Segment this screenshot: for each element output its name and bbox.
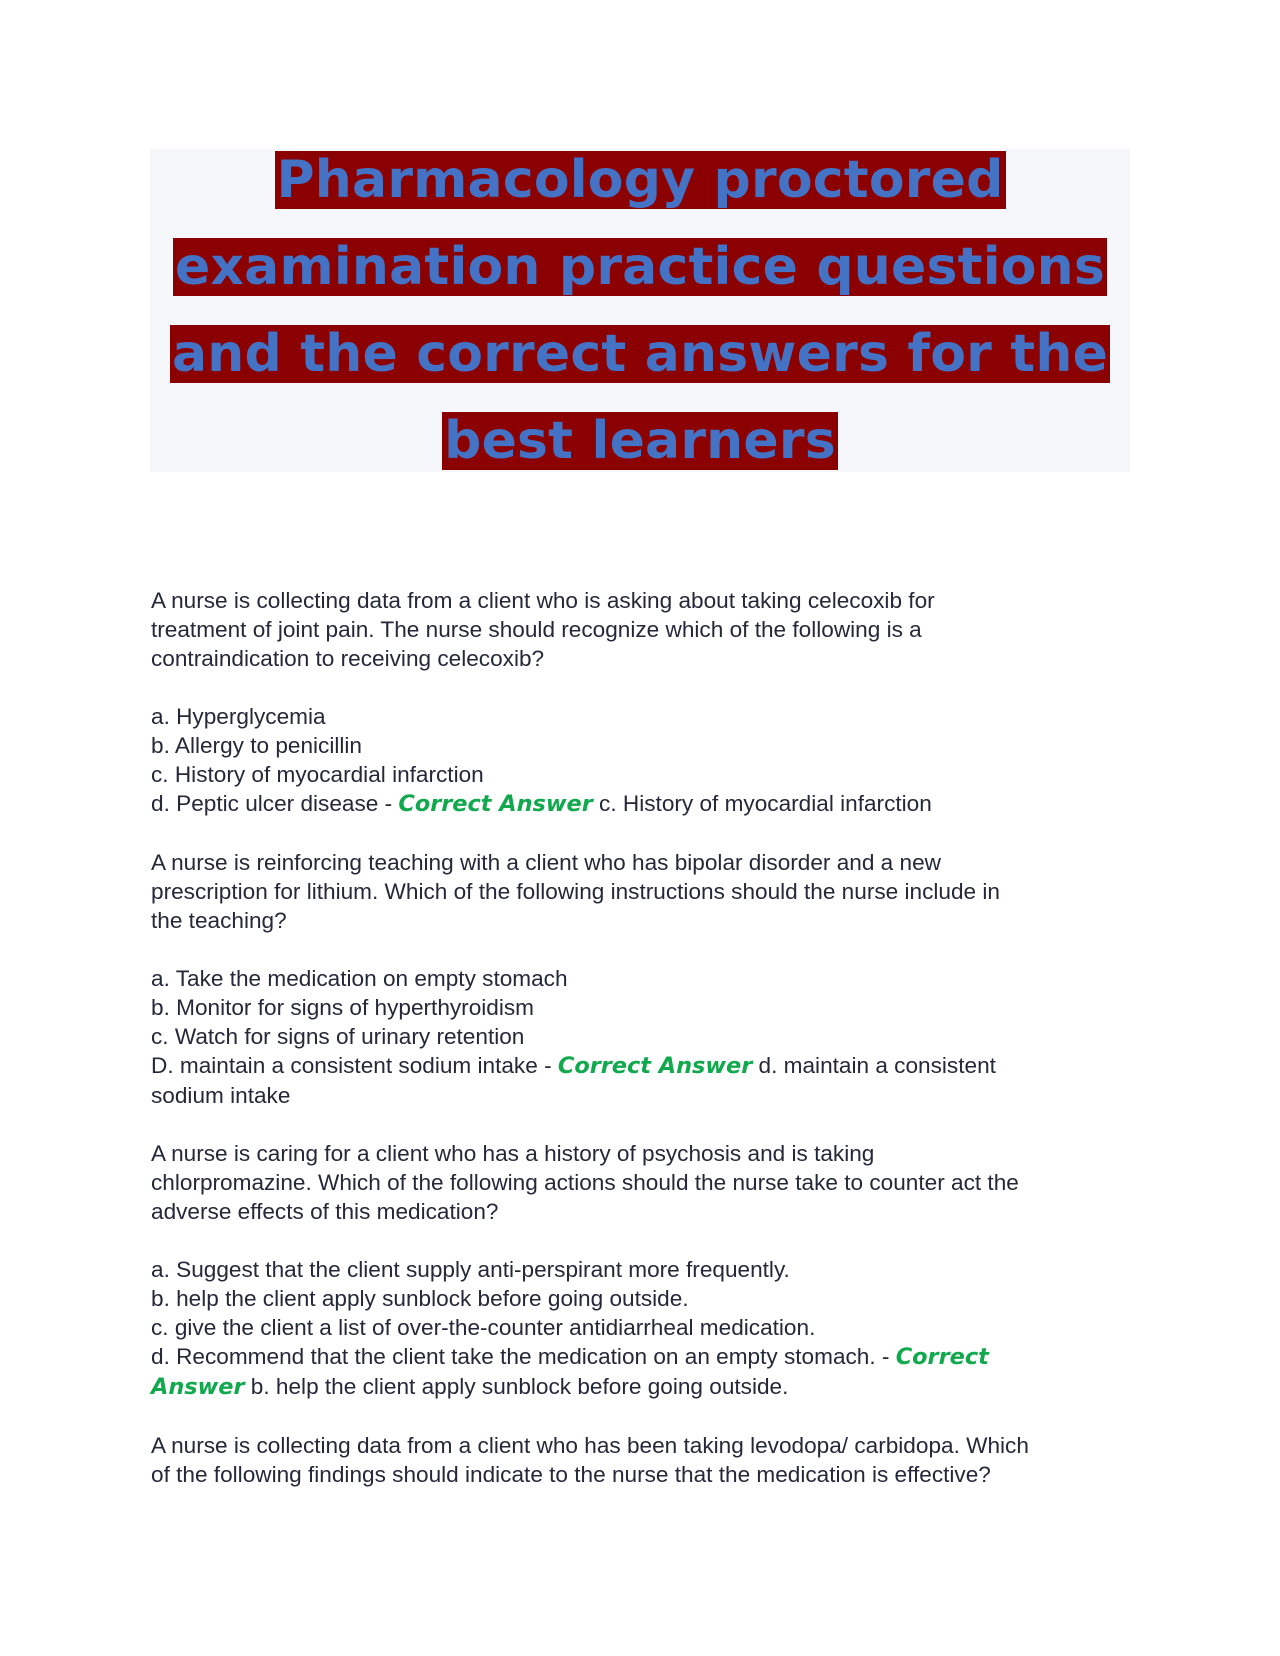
option: c. Watch for signs of urinary retention xyxy=(151,1024,525,1049)
correct-answer-label: Correct Answer xyxy=(398,791,593,817)
option: c. History of myocardial infarction xyxy=(151,762,484,787)
option: a. Take the medication on empty stomach xyxy=(151,966,568,991)
correct-answer-label: Correct xyxy=(895,1344,989,1370)
option-with-answer: d. Peptic ulcer disease - Correct Answer c. History of myocardial infarction xyxy=(151,791,932,817)
correct-answer-label: Correct Answer xyxy=(557,1053,753,1079)
option: b. Monitor for signs of hyperthyroidism xyxy=(151,995,534,1020)
document-title xyxy=(150,149,1130,497)
question-stem: A nurse is collecting data from a client who is asking about taking celecoxib for treatment of joint pain. The nurse should recognize which of the following is a contraindication to receiving celecoxib? xyxy=(151,588,935,671)
option: c. give the client a list of over-the-counter antidiarrheal medication. xyxy=(151,1315,816,1340)
option-with-answer: d. Recommend that the client take the medication on an empty stomach. - Correct xyxy=(151,1344,989,1370)
question-1 xyxy=(151,586,1141,819)
option: b. Allergy to penicillin xyxy=(151,733,362,758)
question-stem: A nurse is caring for a client who has a history of psychosis and is taking chlorpromazine. Which of the following actions should the nurse take to counter act the adverse effects of this medication? xyxy=(151,1141,1019,1224)
answer-text-continued: sodium intake xyxy=(151,1083,291,1108)
document-body xyxy=(151,586,1141,1489)
answer-line xyxy=(151,1372,1141,1402)
question-3 xyxy=(151,1139,1141,1402)
question-stem: A nurse is collecting data from a client who has been taking levodopa/ carbidopa. Which of the following findings should indicate to the nurse that the medication is effective? xyxy=(151,1433,1029,1487)
title-line-1: Pharmacology proctored xyxy=(276,150,1004,210)
option-with-answer: D. maintain a consistent sodium intake - Correct Answer d. maintain a consistent xyxy=(151,1053,996,1079)
question-stem: A nurse is reinforcing teaching with a client who has bipolar disorder and a new prescription for lithium. Which of the following instructions should the nurse include in the teaching? xyxy=(151,850,1000,933)
option: b. help the client apply sunblock before going outside. xyxy=(151,1286,689,1311)
correct-answer-label: Answer xyxy=(151,1374,245,1400)
answer-text: b. help the client apply sunblock before going outside. xyxy=(244,1374,789,1399)
question-2 xyxy=(151,848,1141,1110)
option: a. Suggest that the client supply anti-perspirant more frequently. xyxy=(151,1257,790,1282)
option: a. Hyperglycemia xyxy=(151,704,326,729)
title-line-3: and the correct answers for the xyxy=(171,324,1109,384)
answer-text: c. History of myocardial infarction xyxy=(592,791,932,816)
title-line-4: best learners xyxy=(444,411,836,471)
title-line-2: examination practice questions xyxy=(174,237,1106,297)
question-4 xyxy=(151,1431,1141,1489)
answer-text: d. maintain a consistent xyxy=(752,1053,996,1078)
